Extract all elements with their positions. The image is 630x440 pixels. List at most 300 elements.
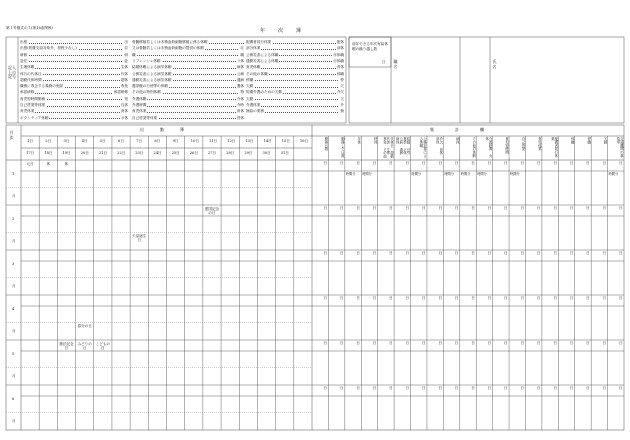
legend-leader <box>20 112 128 113</box>
legend-item <box>20 71 128 77</box>
summary-unit-time: 時間分 <box>477 172 487 176</box>
day-label: 19日 <box>62 151 71 155</box>
summary-unit-day: 日 <box>520 161 525 165</box>
day-label: 5日 <box>99 139 106 143</box>
summary-column-label: 介欠 育休 部休 <box>435 137 443 155</box>
legend-item-name: 自己啓発等休業 <box>20 103 46 107</box>
legend-item <box>246 89 344 95</box>
summary-unit-day: 日 <box>438 206 442 210</box>
legend-item <box>246 71 344 77</box>
day-label: 2日 <box>45 139 52 143</box>
summary-unit-day: 日 <box>421 251 426 255</box>
legend-item-name: 短期介護のための欠勤 <box>246 90 282 95</box>
position-label: 職名 <box>393 59 398 69</box>
legend-item-mark: 無 <box>340 109 344 114</box>
summary-unit-day: 日 <box>569 341 574 345</box>
summary-unit-time: 時間分 <box>411 172 422 176</box>
summary-column-label: 年休 <box>356 137 361 144</box>
day-label: 1日 <box>27 139 33 143</box>
summary-column-label: 介護時間 介休 <box>484 137 493 158</box>
legend-item-mark: 介欠 <box>336 90 344 95</box>
summary-column-label: 公務災害による休職 <box>418 137 427 158</box>
summary-unit-day: 日 <box>569 386 574 390</box>
summary-unit-time: 時間分 <box>444 172 454 176</box>
month-column-label: 月 次 <box>9 130 18 140</box>
legend-item <box>246 64 344 70</box>
month-number: 6 <box>12 397 15 401</box>
summary-unit-day: 日 <box>586 296 590 300</box>
day-label: 4日 <box>81 139 88 143</box>
day-label: 27日 <box>207 151 217 155</box>
summary-unit-day: 日 <box>553 341 557 345</box>
legend-item-name: 又は骨髄若しくは末梢血幹細胞の提供の休暇 <box>132 46 204 51</box>
day-label: 3日 <box>63 139 70 143</box>
legend-item <box>246 77 344 83</box>
summary-unit-day: 日 <box>602 251 607 255</box>
legend-item-mark: 研 <box>124 52 128 57</box>
holiday-cell-text: こどもの日 <box>95 342 111 351</box>
summary-unit-day: 日 <box>504 161 508 165</box>
summary-unit-day: 日 <box>454 161 459 165</box>
legend-item <box>132 58 244 64</box>
day-label: 20日 <box>80 151 89 155</box>
legend-item-name: 介護時間 <box>132 103 147 107</box>
summary-unit-day: 日 <box>536 206 541 210</box>
day-label: 25日 <box>171 151 180 155</box>
legend-item-mark: 特 <box>240 90 244 95</box>
legend-item-mark: 職 <box>240 52 244 57</box>
legend-item-mark: ⑫ <box>124 46 128 51</box>
legend-item-mark: 欠 <box>340 84 344 89</box>
legend-item-mark: 選休 <box>236 84 244 89</box>
summary-unit-day: 日 <box>569 161 574 165</box>
summary-unit-day: 日 <box>356 206 360 210</box>
legend-item <box>132 89 244 95</box>
legend-item <box>20 58 128 64</box>
summary-unit-day: 日 <box>421 206 426 210</box>
day-label: 30日 <box>262 151 271 155</box>
day-label: 21日 <box>98 151 108 155</box>
summary-unit-day: 日 <box>487 341 492 345</box>
legend-item-name: 通勤災害による病気休暇 <box>132 77 172 82</box>
summary-unit-day: 日 <box>536 386 541 390</box>
summary-unit-day: 日 <box>421 161 426 165</box>
summary-column-label: 育児短時間 <box>504 137 509 154</box>
legend-item-mark: 赴 <box>124 58 128 63</box>
summary-column-label: 自己啓発 <box>520 137 525 151</box>
month-unit: 月 <box>12 374 16 378</box>
summary-unit-day: 日 <box>389 206 393 210</box>
summary-unit-day: 日 <box>569 296 574 300</box>
legend-item-name: 公務災害による病気休暇 <box>132 71 172 76</box>
legend-item <box>20 108 128 114</box>
legend-item-mark: 育休 <box>336 65 344 70</box>
summary-unit-day: 日 <box>454 206 459 210</box>
summary-unit-day: 日 <box>619 386 623 390</box>
day-label: 15日 <box>281 139 290 143</box>
legend-item-name: 欠勤 <box>246 84 254 89</box>
carry-over-label: 前年できる年次有給休暇の繰り越し数 <box>352 42 388 51</box>
summary-column-label: その他の休暇 <box>471 137 476 158</box>
month-number: 3 <box>12 262 15 266</box>
summary-unit-day: 日 <box>372 296 377 300</box>
legend-item-name: 出張(旅費支給対象外、旅程少なし) <box>20 46 77 51</box>
legend-item-mark: 病休 <box>236 65 244 70</box>
month-unit: 月 <box>12 194 16 198</box>
summary-unit-day: 日 <box>356 251 360 255</box>
day-label: 9日 <box>172 139 179 143</box>
legend-item <box>20 89 128 95</box>
summary-unit-day: 日 <box>356 341 360 345</box>
summary-unit-day: 日 <box>405 206 410 210</box>
summary-unit-day: 日 <box>487 161 492 165</box>
summary-unit-day: 日 <box>602 161 607 165</box>
summary-unit-day: 日 <box>536 296 541 300</box>
summary-unit-day: 日 <box>586 206 590 210</box>
legend-item <box>132 102 244 108</box>
month-number: 4 <box>12 307 15 311</box>
day-label: 13日 <box>245 139 254 143</box>
summary-unit-day: 日 <box>504 386 508 390</box>
summary-unit-day: 日 <box>454 251 459 255</box>
summary-unit-day: 日 <box>389 251 393 255</box>
summary-unit-day: 日 <box>619 161 623 165</box>
legend-item-name: 職務に専念する義務の免除 <box>20 84 64 89</box>
legend-item-mark: ⑪ <box>240 46 244 51</box>
day-label: 26日 <box>189 151 198 155</box>
summary-unit-day: 日 <box>438 161 442 165</box>
legend-item-mark: 欠 <box>340 96 344 101</box>
month-unit: 月 <box>12 239 16 243</box>
summary-unit-day: 日 <box>586 341 590 345</box>
summary-unit-day: 日 <box>536 161 541 165</box>
legend-item-mark: 公病 <box>236 71 244 76</box>
summary-unit-day: 日 <box>520 386 525 390</box>
holiday-cell-text: 憲法記念日 <box>59 342 74 351</box>
summary-unit-day: 日 <box>438 251 442 255</box>
legend-item-mark: ㊊休職 <box>333 52 344 57</box>
legend-leader <box>20 68 128 69</box>
month-number: 2 <box>12 217 15 221</box>
summary-unit-day: 日 <box>438 341 442 345</box>
legend-item-name: 介護休暇 <box>132 96 147 101</box>
summary-unit-day: 日 <box>569 251 574 255</box>
summary-unit-day: 日 <box>389 386 393 390</box>
legend-item-name: 育児休暇 <box>246 65 261 70</box>
legend-leader <box>246 87 344 88</box>
day-label: 18日 <box>44 151 53 155</box>
legend-item-name: 結婚休暇による病気休暇 <box>132 65 172 70</box>
legend-item-mark: リ休 <box>236 58 244 63</box>
name-label: 氏名 <box>492 59 497 69</box>
legend-item-name: 選挙権の行使等の休暇 <box>132 84 168 89</box>
form-id: 第１号様式の３(第16条関係) <box>6 26 53 30</box>
summary-unit-day: 日 <box>602 386 607 390</box>
legend-item-name: 育児休業 <box>20 109 35 114</box>
legend-item-mark: 啓休 <box>236 115 244 120</box>
summary-unit-day: 日 <box>471 386 475 390</box>
summary-unit-day: 日 <box>421 386 426 390</box>
summary-unit-day: 日 <box>438 386 442 390</box>
summary-unit-day: 日 <box>504 341 508 345</box>
legend-item-mark: 出 <box>124 40 128 44</box>
legend-item <box>20 83 128 89</box>
legend-item-mark: ボ休 <box>120 115 128 120</box>
holiday-cell-text: 元日 <box>26 162 34 166</box>
day-label: 6日 <box>118 139 124 143</box>
legend-item-name: 研修 <box>20 52 28 57</box>
legend-item-mark: 介休 <box>236 96 244 101</box>
summary-unit-day: 日 <box>339 251 344 255</box>
summary-unit-day: 日 <box>471 341 475 345</box>
legend-item-name: 自己啓発等休業 <box>132 115 158 120</box>
summary-unit-day: 日 <box>438 296 442 300</box>
summary-unit-day: 日 <box>553 206 557 210</box>
summary-unit-day: 日 <box>323 206 327 210</box>
legend-item-name: 超勤代休時間 <box>20 77 42 82</box>
summary-column-label: 休職 <box>570 137 575 144</box>
legend-item-name: リフレッシュ休暇 <box>132 58 161 63</box>
legend-item <box>20 115 128 121</box>
legend-item-mark: 育休 <box>120 109 128 114</box>
legend-item <box>246 83 344 89</box>
summary-unit-day: 日 <box>323 341 327 345</box>
holiday-cell-text: 休 <box>64 162 69 166</box>
summary-unit-day: 日 <box>339 341 344 345</box>
holiday-cell-text: みどりの日 <box>77 342 92 351</box>
summary-column-label: 欠勤 <box>603 137 608 144</box>
legend-item <box>132 45 244 51</box>
day-label: 8日 <box>154 139 161 143</box>
summary-unit-day: 日 <box>520 251 525 255</box>
summary-unit-day: 日 <box>487 206 492 210</box>
summary-unit-day: 日 <box>471 161 475 165</box>
month-unit: 月 <box>12 419 16 423</box>
legend-item-name: 公務災害による休職 <box>246 52 279 57</box>
legend-item-name: 停職 <box>246 77 254 82</box>
legend-item-name: 生理休暇 <box>20 65 35 70</box>
summary-unit-day: 日 <box>339 206 344 210</box>
summary-unit-day: 日 <box>619 296 623 300</box>
legend-item-mark: 代休 <box>120 71 128 76</box>
legend-item <box>246 108 344 114</box>
legend-item-name: 育児休業 <box>132 109 147 114</box>
legend-item-mark: 介 <box>340 103 344 107</box>
summary-unit-day: 日 <box>405 341 410 345</box>
legend-item-name: 介護休業 <box>246 103 261 107</box>
legend-label: 記入上の記号 <box>8 65 16 80</box>
legend-item <box>20 45 128 51</box>
summary-unit-day: 日 <box>421 341 426 345</box>
summary-unit-time: 時間分 <box>460 172 471 176</box>
day-label: 23日 <box>135 151 144 155</box>
summary-header: 集 計 欄 <box>430 127 485 132</box>
legend-item-mark: 停 <box>340 77 344 82</box>
holiday-cell-text: 春分の日 <box>77 323 92 328</box>
legend-item <box>132 39 244 45</box>
summary-unit-day: 日 <box>339 161 344 165</box>
summary-unit-time: 時間分 <box>510 172 520 176</box>
legend-item-name: 通勤災害による休職 <box>246 58 279 63</box>
legend-item-name: ボランティア休暇 <box>20 115 49 120</box>
day-label: 16日 <box>299 139 309 143</box>
summary-unit-day: 日 <box>602 296 607 300</box>
summary-unit-day: 日 <box>323 296 327 300</box>
summary-unit-day: 日 <box>553 251 557 255</box>
legend-item <box>20 64 128 70</box>
summary-unit-day: 日 <box>356 386 360 390</box>
legend-item-mark: 部休 <box>336 46 344 51</box>
legend-item-name: 欠勤 <box>246 96 254 101</box>
legend-item-name: 部分休業 <box>246 46 261 51</box>
month-number: 1 <box>12 172 15 176</box>
day-label: 22日 <box>117 151 126 155</box>
legend-item-mark: 承認研修 <box>113 90 128 95</box>
summary-unit-day: 日 <box>339 386 344 390</box>
day-label: 28日 <box>226 151 235 155</box>
summary-unit-day: 日 <box>553 386 557 390</box>
summary-unit-day: 日 <box>619 341 623 345</box>
legend-item <box>246 96 344 102</box>
legend-item-name: その他の特別休暇 <box>132 90 161 95</box>
legend-item <box>20 52 128 58</box>
summary-unit-day: 日 <box>372 161 377 165</box>
legend-item-name: 育児短時間勤務 <box>20 96 46 101</box>
summary-unit-day: 日 <box>421 296 426 300</box>
summary-unit-day: 日 <box>405 296 410 300</box>
summary-unit-day: 日 <box>454 341 459 345</box>
summary-unit-day: 日 <box>536 341 541 345</box>
summary-unit-day: 日 <box>487 251 492 255</box>
summary-unit-day: 日 <box>372 251 377 255</box>
holiday-cell-text: 休 <box>46 162 51 166</box>
summary-unit-day: 日 <box>372 341 377 345</box>
summary-column-label: 病休 <box>455 137 460 144</box>
legend-leader <box>132 106 244 107</box>
summary-unit-day: 日 <box>471 296 475 300</box>
legend-item-mark: ㊌休職 <box>333 58 344 63</box>
legend-item <box>132 71 244 77</box>
summary-unit-time: 時間分 <box>362 172 372 176</box>
legend-item-name: 承認研修 <box>20 90 35 95</box>
summary-unit-day: 日 <box>389 296 393 300</box>
summary-unit-day: 日 <box>553 161 557 165</box>
legend-item-mark: 自休 <box>120 103 128 107</box>
summary-unit-time: 時間分 <box>608 172 619 176</box>
legend-item <box>20 77 128 83</box>
summary-unit-day: 日 <box>619 206 623 210</box>
summary-unit-day: 日 <box>504 251 508 255</box>
summary-column-label: 停職 <box>586 137 591 144</box>
summary-unit-day: 日 <box>487 386 492 390</box>
summary-unit-day: 日 <box>487 296 492 300</box>
legend-item-name: その他の休職 <box>246 71 268 76</box>
summary-unit-day: 日 <box>602 206 607 210</box>
day-label: 12日 <box>227 139 236 143</box>
legend-item <box>132 77 244 83</box>
summary-unit-day: 日 <box>372 386 377 390</box>
legend-leader <box>20 43 128 44</box>
legend-item-mark: 通病 <box>236 77 244 82</box>
summary-column-label: 配偶者同行休業 <box>550 137 558 158</box>
legend-item-mark: 専免 <box>120 84 128 89</box>
attendance-header: 出 勤 簿 <box>140 127 185 132</box>
summary-unit-day: 日 <box>602 341 607 345</box>
summary-unit-day: 日 <box>323 251 327 255</box>
month-number: 5 <box>12 352 15 356</box>
legend-item-name: 骨髄移植若しくは末梢血幹細胞移植に係る休暇 <box>132 40 208 44</box>
legend-item-name: 赴任 <box>20 58 28 63</box>
summary-unit-day: 日 <box>586 161 590 165</box>
summary-column-label: 結婚 忌引 夏季 ボ休 公病 通病 病休 <box>395 137 410 155</box>
summary-unit-day: 日 <box>520 296 525 300</box>
summary-unit-day: 日 <box>586 386 590 390</box>
legend-item-name: 休日の代休日 <box>20 71 42 76</box>
summary-unit-day: 日 <box>454 296 459 300</box>
legend-item <box>132 96 244 102</box>
summary-unit-day: 日 <box>356 161 360 165</box>
summary-unit-day: 日 <box>405 251 410 255</box>
legend-item <box>246 45 344 51</box>
summary-unit-day: 日 <box>339 296 344 300</box>
summary-unit-day: 日 <box>536 251 541 255</box>
legend-item <box>246 58 344 64</box>
legend-item-name: 職 <box>132 52 136 57</box>
day-label: 10日 <box>190 139 199 143</box>
summary-column-label: 代休日 超勤代休 生休 専免 その他 <box>382 137 394 158</box>
summary-unit-day: 日 <box>471 206 475 210</box>
legend-item <box>132 52 244 58</box>
legend-item <box>246 52 344 58</box>
legend-item-name: 出張 <box>20 40 28 44</box>
carry-over-unit: 日 <box>382 60 386 64</box>
summary-unit-day: 日 <box>323 386 327 390</box>
summary-unit-day: 日 <box>389 161 393 165</box>
summary-unit-day: 日 <box>520 341 525 345</box>
summary-unit-day: 日 <box>372 206 377 210</box>
summary-unit-day: 日 <box>619 251 623 255</box>
legend-item-mark: 超休 <box>120 77 128 82</box>
legend-item-mark: 育休 <box>236 109 244 114</box>
summary-unit-day: 日 <box>520 206 525 210</box>
day-label: 7日 <box>136 139 143 143</box>
summary-unit-day: 日 <box>323 161 327 165</box>
legend-item-mark: 短 <box>124 96 128 101</box>
summary-unit-day: 日 <box>553 296 557 300</box>
summary-unit-day: 日 <box>356 296 360 300</box>
legend-item <box>132 115 244 121</box>
summary-unit-time: 時間分 <box>345 172 356 176</box>
legend-item <box>132 108 244 114</box>
summary-unit-day: 日 <box>586 251 590 255</box>
day-label: 14日 <box>263 139 272 143</box>
legend-item-name: 配偶者同行休業 <box>246 40 272 44</box>
summary-unit-day: 日 <box>389 341 393 345</box>
summary-column-label: 勤務した日数 <box>340 137 345 158</box>
legend-item-name: 無給の業務 <box>246 109 264 114</box>
day-label: 29日 <box>244 151 253 155</box>
summary-column-label: 交通機関の事故等 <box>615 137 624 158</box>
legend-item <box>20 102 128 108</box>
month-unit: 月 <box>12 329 16 333</box>
legend-item <box>246 102 344 108</box>
summary-unit-day: 日 <box>471 251 475 255</box>
day-label: 31日 <box>280 151 289 155</box>
legend-item-mark: 配休 <box>336 40 344 44</box>
summary-unit-day: 日 <box>405 161 410 165</box>
legend-item-mark: 生休 <box>120 65 128 70</box>
summary-column-label: 特休 <box>373 137 378 144</box>
